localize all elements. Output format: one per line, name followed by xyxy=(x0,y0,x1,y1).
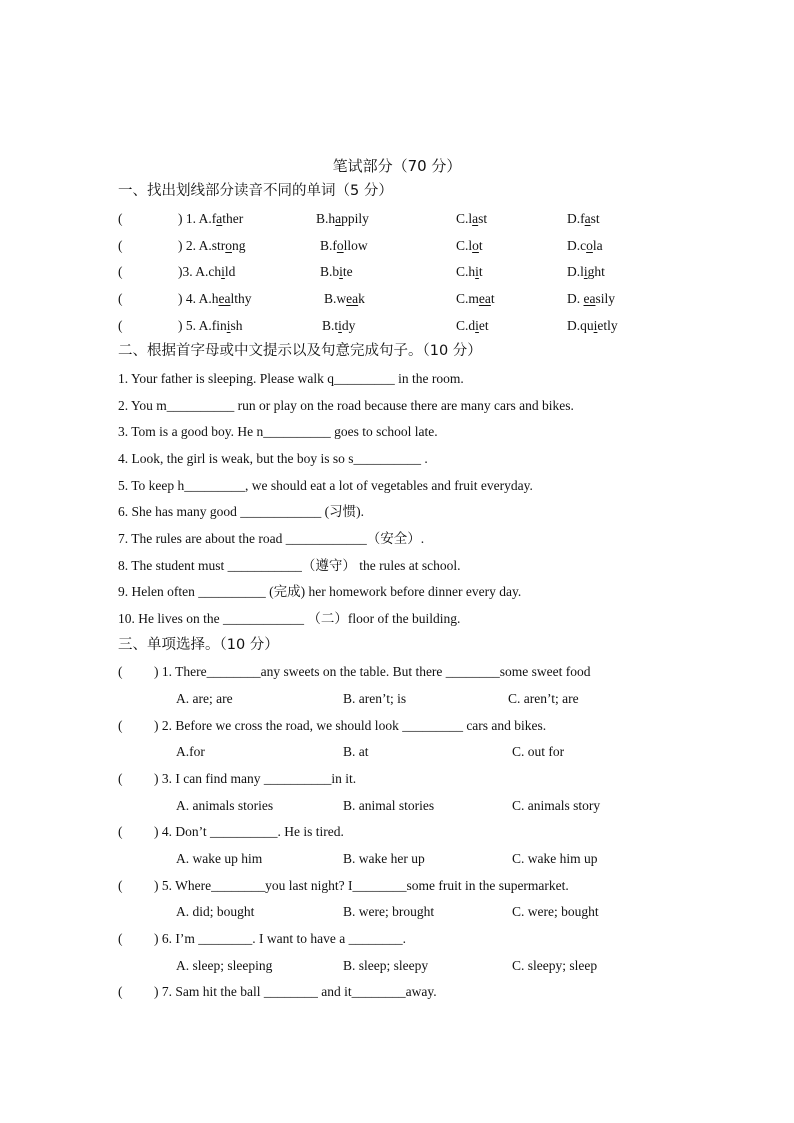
option-c: C. aren’t; are xyxy=(508,691,579,706)
sentence: 7. The rules are about the road ____________（安全）. xyxy=(118,531,425,546)
sentence: 2. You m__________ run or play on the road because there are many cars and bikes. xyxy=(118,398,574,413)
option-c: C.lot xyxy=(456,238,483,253)
section-2-heading: 二、根据首字母或中文提示以及句意完成句子。（10 分） xyxy=(118,343,482,359)
option-d: D.light xyxy=(567,264,605,279)
part1-row: ( ) 1. A.father xyxy=(118,211,244,226)
section-1-heading: 一、找出划线部分读音不同的单词（5 分） xyxy=(118,183,393,199)
sentence: 10. He lives on the ____________ （二）floor of the building. xyxy=(118,611,461,626)
option-c: C.diet xyxy=(456,318,489,333)
sentence: 4. Look, the girl is weak, but the boy is so s__________ . xyxy=(118,451,428,466)
sentence: 8. The student must ___________（遵守） the rules at school. xyxy=(118,558,461,573)
question: ( ) 7. Sam hit the ball ________ and it________away. xyxy=(118,984,437,999)
option-b: B. at xyxy=(343,744,369,759)
option-a: A. did; bought xyxy=(176,904,255,919)
option-c: C. out for xyxy=(512,744,565,759)
option-b: B.bite xyxy=(320,264,353,279)
question: ( ) 2. Before we cross the road, we should look _________ cars and bikes. xyxy=(118,718,547,733)
page-title: 笔试部分（70 分） xyxy=(332,157,462,175)
option-a: A.for xyxy=(176,744,205,759)
part1-row: ( ) 5. A.finish xyxy=(118,318,243,333)
sentence: 1. Your father is sleeping. Please walk q_________ in the room. xyxy=(118,371,464,386)
option-d: D. easily xyxy=(567,291,615,306)
part1-row: ( )3. A.child xyxy=(118,264,236,279)
option-b: B.weak xyxy=(324,291,365,306)
option-b: B.tidy xyxy=(322,318,356,333)
option-b: B.happily xyxy=(316,211,369,226)
sentence: 6. She has many good ____________ (习惯). xyxy=(118,504,364,519)
part1-row: ( ) 4. A.healthy xyxy=(118,291,252,306)
option-d: D.cola xyxy=(567,238,603,253)
option-b: B. aren’t; is xyxy=(343,691,407,706)
option-d: D.quietly xyxy=(567,318,618,333)
option-b: B. wake her up xyxy=(343,851,425,866)
question: ( ) 3. I can find many __________in it. xyxy=(118,771,357,786)
option-b: B. sleep; sleepy xyxy=(343,958,429,973)
option-a: A. sleep; sleeping xyxy=(176,958,273,973)
option-b: B.follow xyxy=(320,238,368,253)
option-c: C. were; bought xyxy=(512,904,599,919)
option-b: B. were; brought xyxy=(343,904,435,919)
option-c: C.meat xyxy=(456,291,495,306)
sentence: 9. Helen often __________ (完成) her homework before dinner every day. xyxy=(118,584,522,599)
option-c: C. sleepy; sleep xyxy=(512,958,598,973)
section-3-heading: 三、单项选择。（10 分） xyxy=(118,637,279,653)
sentence: 3. Tom is a good boy. He n__________ goes to school late. xyxy=(118,424,438,439)
option-a: A. animals stories xyxy=(176,798,274,813)
option-c: C.last xyxy=(456,211,488,226)
sentence: 5. To keep h_________, we should eat a lot of vegetables and fruit everyday. xyxy=(118,478,533,493)
question: ( ) 6. I’m ________. I want to have a ________. xyxy=(118,931,406,946)
question: ( ) 5. Where________you last night? I________some fruit in the supermarket. xyxy=(118,878,569,893)
option-a: A. are; are xyxy=(176,691,233,706)
question: ( ) 4. Don’t __________. He is tired. xyxy=(118,824,344,839)
option-a: A. wake up him xyxy=(176,851,263,866)
option-c: C. animals story xyxy=(512,798,601,813)
part1-row: ( ) 2. A.strong xyxy=(118,238,246,253)
option-b: B. animal stories xyxy=(343,798,435,813)
option-c: C. wake him up xyxy=(512,851,598,866)
question: ( ) 1. There________any sweets on the table. But there ________some sweet food xyxy=(118,664,591,679)
option-c: C.hit xyxy=(456,264,483,279)
option-d: D.fast xyxy=(567,211,600,226)
